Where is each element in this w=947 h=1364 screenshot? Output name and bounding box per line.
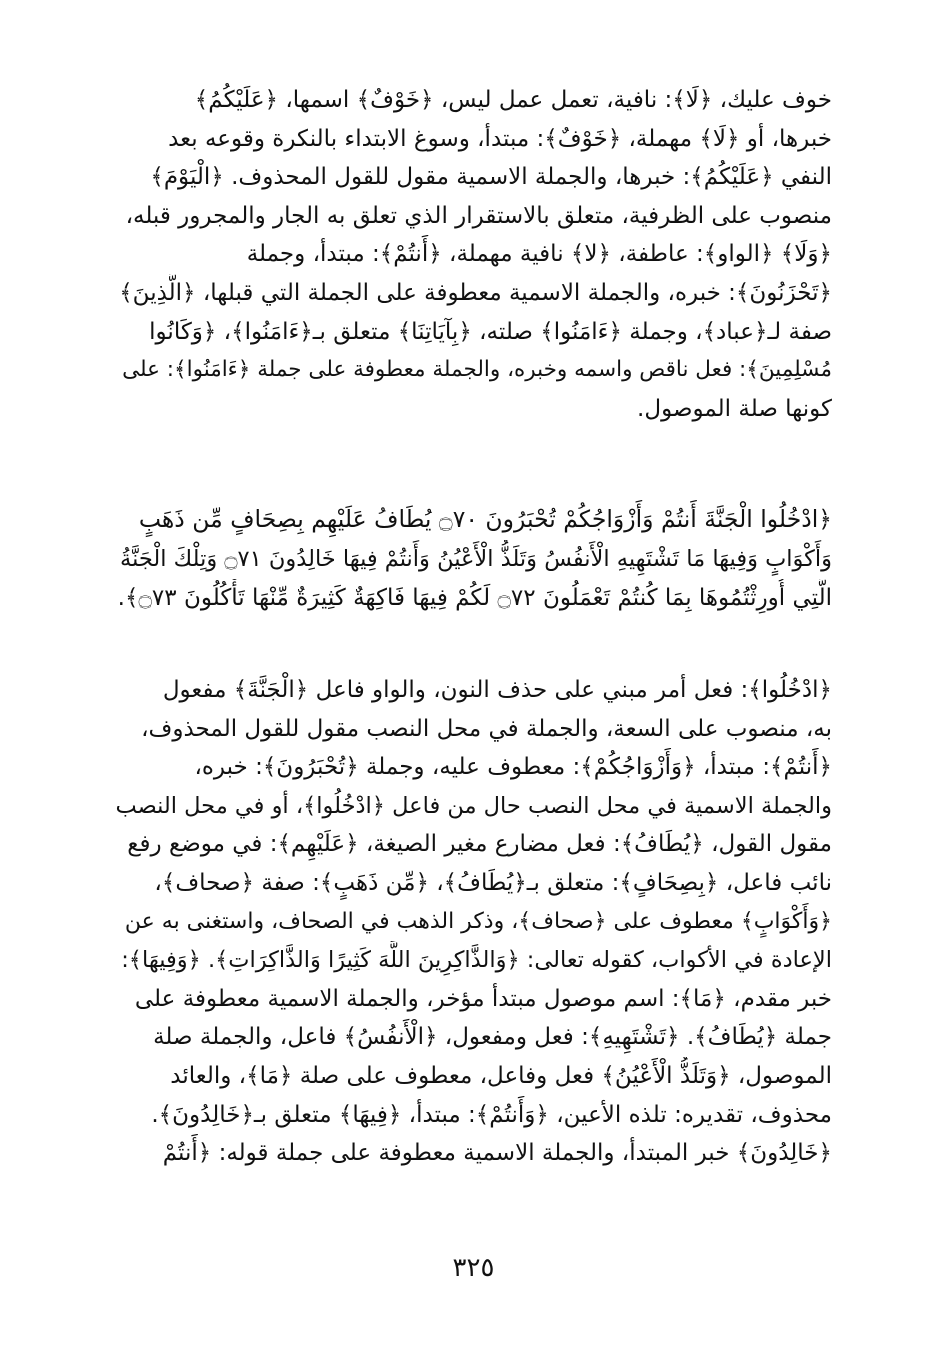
text-line: نائب فاعل، ﴿بِصِحَافٍ﴾: متعلق بـ﴿يُطَافُ﴾، ﴿مِّن ذَهَبٍ﴾: صفة ﴿صحاف﴾،	[154, 869, 832, 896]
text-line: والجملة الاسمية في محل النصب حال من فاعل ﴿ادْخُلُوا﴾، أو في محل النصب	[115, 792, 832, 819]
text-line: منصوب على الظرفية، متعلق بالاستقرار الذي تعلق به الجار والمجرور قبله،	[125, 202, 832, 229]
text-line: ﴿تَحْزَنُونَ﴾: خبره، والجملة الاسمية معطوفة على الجملة التي قبلها، ﴿الَّذِينَ﴾	[119, 279, 832, 306]
quran-verse-block	[112, 500, 832, 619]
text-line: جملة ﴿يُطَافُ﴾. ﴿تَشْتَهِيهِ﴾: فعل ومفعول، ﴿الْأَنفُسُ﴾ فاعل، والجملة صلة	[153, 1024, 832, 1051]
text-line: مقول القول، ﴿يُطَافُ﴾: فعل مضارع مغير الصيغة، ﴿عَلَيْهِم﴾: في موضع رفع	[127, 831, 832, 858]
text-line: الإعادة في الأكواب، كقوله تعالى: ﴿وَالذَّاكِرِينَ اللَّهَ كَثِيرًا وَالذَّاكِرَاتِ﴾. ﴿وَفِيهَا﴾:	[121, 947, 832, 974]
text-line: خبرها، أو ﴿لَا﴾ مهملة، ﴿خَوْفٌ﴾: مبتدأ، وسوغ الابتداء بالنكرة وقوعه بعد	[168, 125, 832, 152]
text-line: ﴿وَأَكْوَابٍ﴾ معطوف على ﴿صحاف﴾، وذكر الذهب في الصحاف، واستغنى به عن	[124, 908, 832, 934]
text-line: كونها صلة الموصول.	[637, 395, 832, 422]
text-line: ﴿ادْخُلُوا﴾: فعل أمر مبني على حذف النون، والواو فاعل ﴿الْجَنَّةَ﴾ مفعول	[162, 677, 832, 703]
text-line: النفي ﴿عَلَيْكُمُ﴾: خبرها، والجملة الاسمية مقول للقول المحذوف. ﴿الْيَوْمَ﴾	[150, 164, 832, 191]
verse-line: ﴿ادْخُلُوا الْجَنَّةَ أَنتُمْ وَأَزْوَاجُكُمْ تُحْبَرُونَ ۝٧٠ يُطَافُ عَلَيْهِم بِصِحَافٍ مِّن ذَهَبٍ	[138, 505, 832, 533]
text-line: خوف عليك، ﴿لَا﴾: نافية، تعمل عمل ليس، ﴿خَوْفٌ﴾ اسمها، ﴿عَلَيْكُمُ﴾	[194, 87, 832, 113]
text-line: ﴿أَنتُمْ﴾: مبتدأ، ﴿وَأَزْوَاجُكُمْ﴾: معطوف عليه، وجملة ﴿تُحْبَرُونَ﴾: خبره،	[194, 754, 832, 781]
text-line: صفة لـ﴿عباد﴾، وجملة ﴿ءَامَنُوا﴾ صلته، ﴿بِآيَاتِنَا﴾ متعلق بـ﴿ءَامَنُوا﴾، ﴿وَكَانُوا	[149, 318, 832, 345]
text-line: مُسْلِمِينَ﴾: فعل ناقص واسمه وخبره، والجملة معطوفة على جملة ﴿ءَامَنُوا﴾: على	[122, 357, 832, 383]
page-number: ٣٢٥	[452, 1253, 495, 1283]
text-line: خبر مقدم، ﴿مَا﴾: اسم موصول مبتدأ مؤخر، والجملة الاسمية معطوفة على	[134, 985, 832, 1012]
text-line: ﴿وَلَا﴾ ﴿الواو﴾: عاطفة، ﴿لا﴾ نافية مهملة، ﴿أَنتُمْ﴾: مبتدأ، وجملة	[246, 241, 832, 268]
commentary-paragraph-2	[112, 671, 832, 1173]
text-line: الموصول، ﴿وَتَلَذُّ الْأَعْيُنُ﴾ فعل وفاعل، معطوف على صلة ﴿مَا﴾، والعائد	[170, 1062, 832, 1089]
verse-line: وَأَكْوَابٍ وَفِيهَا مَا تَشْتَهِيهِ الْأَنفُسُ وَتَلَذُّ الْأَعْيُنُ وَأَنتُمْ فِيهَا خَالِدُونَ ۝٧١ وَتِلْكَ الْجَنَّةُ	[120, 545, 832, 572]
verse-line: الَّتِي أُورِثْتُمُوهَا بِمَا كُنتُمْ تَعْمَلُونَ ۝٧٢ لَكُمْ فِيهَا فَاكِهَةٌ كَثِيرَةٌ مِّنْهَا تَأْكُلُونَ ۝٧٣﴾.	[117, 585, 832, 611]
text-line: محذوف، تقديره: تلذه الأعين، ﴿وَأَنتُمْ﴾: مبتدأ، ﴿فِيهَا﴾ متعلق بـ﴿خَالِدُونَ﴾.	[151, 1101, 832, 1128]
commentary-paragraph-1	[112, 81, 832, 428]
text-line: ﴿خَالِدُونَ﴾ خبر المبتدأ، والجملة الاسمية معطوفة على جملة قوله: ﴿أَنتُمْ	[162, 1140, 832, 1167]
text-line: به، منصوب على السعة، والجملة في محل النصب مقول للقول المحذوف،	[141, 715, 832, 742]
